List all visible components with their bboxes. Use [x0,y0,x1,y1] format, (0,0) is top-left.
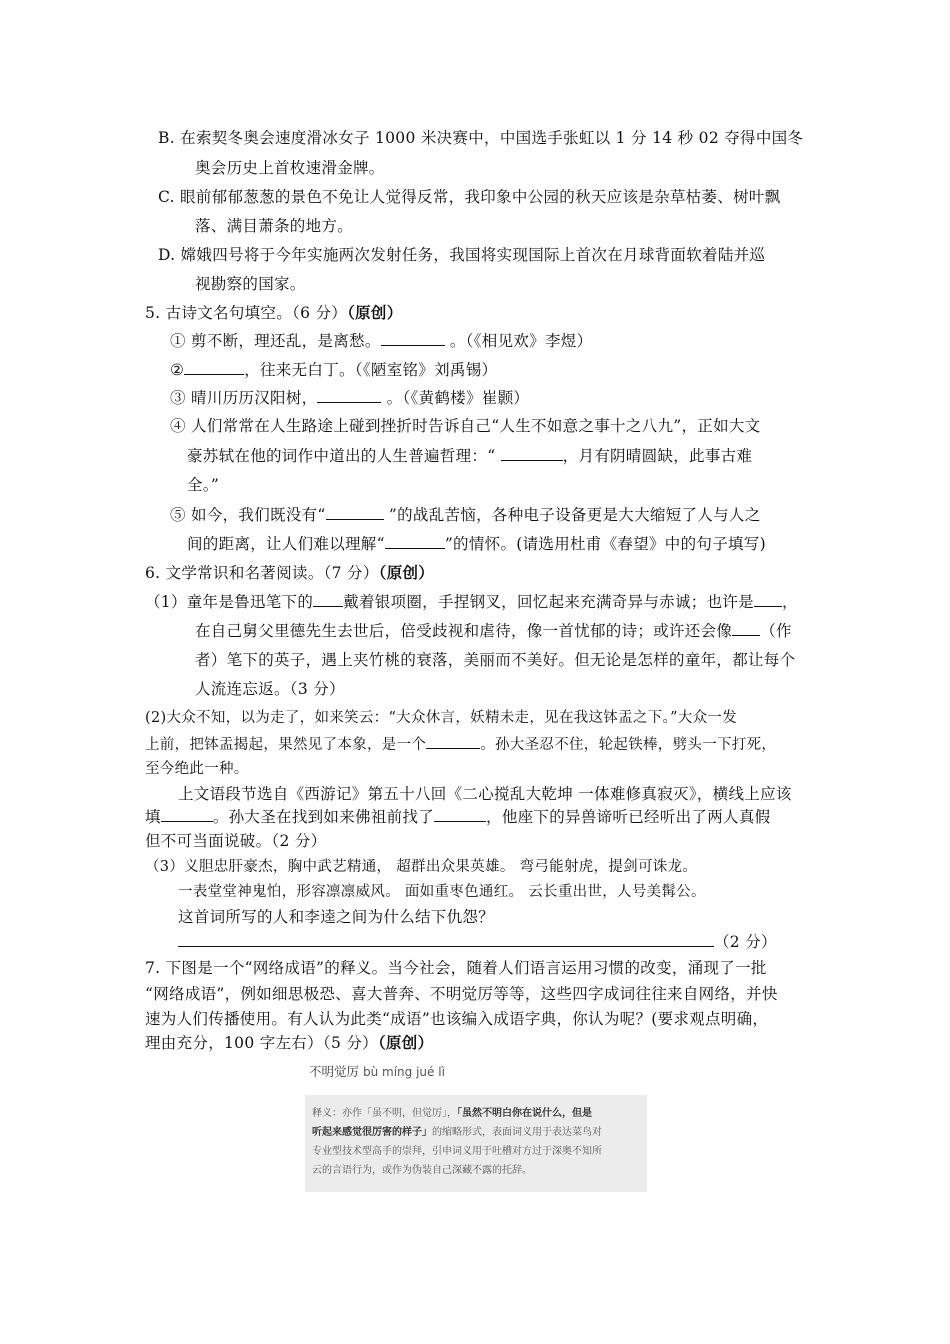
q5-item-2 [170,360,497,380]
option-c-line2: 落、满目萧条的地方。 [195,217,354,235]
q6-p2-line3: 至今绝此一种。 [145,761,249,777]
definition-line2 [312,1126,602,1140]
q5-item-1 [170,331,592,351]
q5-item4-text2: ，月有阴晴圆缺，此事古难 [562,447,753,465]
q6-p3-line2: 一表堂堂神鬼怕，形容凛凛威风。 面如重枣色通红。 云长重出世，人号美髯公。 [178,884,706,900]
definition-bold2: 听起来感觉很厉害的样子」 [312,1127,432,1138]
q6-p2-line1: (2)大众不知，以为走了，如来笑云：“大众休言，妖精未走，见在我这钵盂之下。”大众一发 [145,710,738,726]
idiom-definition-box [305,1095,647,1192]
q5-item4-blank[interactable] [501,446,563,461]
q6-p1-text4: 在自己舅父里德先生去世后，倍受歧视和虐待，像一首忧郁的诗；或许还会像 [195,622,733,640]
q6-p1-text5: （作 [760,622,792,640]
q6-p2-line4: 上文语段节选自《西游记》第五十八回《二心搅乱大乾坤 一体难修真寂灭》，横线上应该 [178,785,792,803]
q6-p1-blank1[interactable] [313,592,343,607]
q5-title-text: 5. 古诗文名句填空。（6 分） [145,304,348,322]
q5-item4-line1: ④ 人们常常在人生路途上碰到挫折时告诉自己“人生不如意之事十之八九”，正如大文 [170,417,761,435]
q5-item2-blank[interactable] [184,360,244,375]
q7-line3: 速为人们传播使用。有人认为此类“成语”也该编入成语字典，你认为呢？(要求观点明确， [145,1010,769,1028]
q5-item5-blank1[interactable] [326,505,384,520]
idiom-definition-image [305,1052,647,1192]
q5-item5-text4: ”的情怀。(请选用杜甫《春望》中的句子填写) [444,535,766,553]
definition-line3: 专业型技术型高手的崇拜，引申词义用于吐槽对方过于深奥不知所 [312,1146,602,1157]
q6-p3-answer-line [178,932,777,952]
q5-item4-text: 豪苏轼在他的词作中道出的人生普遍哲理：“ [187,447,501,465]
q6-p2-blank2[interactable] [161,807,213,822]
q6-p1-blank2[interactable] [754,592,782,607]
q6-p1-line1 [145,592,798,612]
q5-item-3 [170,388,529,408]
q5-item5-line2 [187,534,766,554]
q6-p2-text3: 填 [145,808,161,826]
q5-item4-line2 [187,446,752,466]
q7-line2: “网络成语”，例如细思极恐、喜大普奔、不明觉厉等等，这些四字成词往往来自网络，并快 [145,985,778,1003]
q6-p2-line2 [145,734,776,755]
q6-p3-score: （2 分） [714,933,777,951]
q5-item1-blank[interactable] [381,331,445,346]
idiom-pinyin: bù míng jué lì [363,1065,445,1079]
q5-item2-num: ② [170,361,185,379]
q6-title [145,563,434,583]
q5-item5-text: ⑤ 如今，我们既没有“ [170,506,326,524]
q5-item3-blank[interactable] [317,388,381,403]
q6-p2-text2: 。孙大圣忍不住，轮起铁棒，劈头一下打死， [480,737,777,753]
q5-original-tag: （原创） [347,303,403,322]
q5-title [145,303,403,323]
definition-text1: 释义：亦作「虽不明，但觉厉」， [312,1108,457,1119]
option-d-line2: 视勘察的国家。 [195,275,306,293]
definition-line4: 云的言语行为，或作为伪装自己深藏不露的托辞。 [312,1165,532,1176]
idiom-word: 不明觉厉 [309,1064,360,1079]
q6-p2-line5 [145,807,770,827]
q6-p1-text3: ， [781,593,798,611]
option-c-line1: C. 眼前郁郁葱葱的景色不免让人觉得反常，我印象中公园的秋天应该是杂草枯萎、树叶飘 [158,188,781,206]
q6-p1-text2: 戴着银项圈，手捏钢叉，回忆起来充满奇异与赤诚；也许是 [343,593,754,611]
q6-p2-text1: 上前，把钵盂揭起，果然见了本象，是一个 [145,737,427,753]
q6-p2-blank3[interactable] [434,807,486,822]
q6-p3-line1: （3）义胆忠肝豪杰，胸中武艺精通， 超群出众果英雄。 弯弓能射虎，提剑可诛龙。 [145,859,698,875]
q6-p1-line3: 者）笔下的英子，遇上夹竹桃的衰落，美丽而不美好。但无论是怎样的童年，都让每个 [195,651,796,669]
option-d-line1: D. 嫦娥四号将于今年实施两次发射任务，我国将实现国际上首次在月球背面软着陆并巡 [158,246,766,264]
q5-item2-text: ，往来无白丁。（《陋室铭》刘禹锡） [244,361,498,379]
q7-original-tag: （原创） [377,1033,434,1052]
q6-p1-text1: （1）童年是鲁迅笔下的 [145,593,314,611]
q5-item1-source: 。（《相见欢》李煜） [444,332,593,350]
idiom-heading [309,1062,445,1080]
q5-item5-blank2[interactable] [385,534,445,549]
q6-p3-answer-blank[interactable] [178,932,714,947]
option-b-line2: 奥会历史上首枚速滑金牌。 [195,159,385,177]
q6-p2-blank1[interactable] [426,734,480,749]
q6-p2-line6: 但不可当面说破。（2 分） [145,832,327,850]
q6-p3-line3: 这首词所写的人和李逵之间为什么结下仇怨？ [178,908,495,926]
q7-line4 [145,1033,433,1053]
q5-item5-text3: 间的距离，让人们难以理解“ [187,535,385,553]
q6-p2-text5: ，他座下的异兽谛听已经听出了两人真假 [486,808,771,826]
definition-text2: 的缩略形式，表面词义用于表达菜鸟对 [432,1127,602,1138]
q5-item4-line3: 全。” [187,476,220,494]
q6-p1-line2 [195,621,792,641]
definition-line1 [312,1107,592,1121]
q6-p1-blank3[interactable] [732,621,760,636]
q6-p1-line4: 人流连忘返。（3 分） [195,680,345,698]
q5-item5-line1 [170,505,761,525]
q7-line4-text: 理由充分，100 字左右）（5 分） [145,1034,378,1052]
q5-item5-text2: ”的战乱苦恼，各种电子设备更是大大缩短了人与人之 [383,506,761,524]
q7-line1: 7. 下图是一个“网络成语”的释义。当今社会，随着人们语言运用习惯的改变，涌现了一批 [145,959,767,977]
q5-item1-text: ① 剪不断，理还乱，是离愁。 [170,332,381,350]
q5-item3-text: ③ 晴川历历汉阳树， [170,389,318,407]
q6-original-tag: （原创） [378,563,435,582]
q6-p2-text4: 。孙大圣在找到如来佛祖前找了 [212,808,435,826]
option-b-line1: B. 在索契冬奥会速度滑冰女子 1000 米决赛中，中国选手张虹以 1 分 14 秒 02 夺得中国冬 [158,129,804,147]
q6-title-text: 6. 文学常识和名著阅读。（7 分） [145,564,379,582]
q5-item3-source: 。（《黄鹤楼》崔颢） [381,389,530,407]
definition-bold1: 「虽然不明白你在说什么，但是 [457,1108,592,1119]
